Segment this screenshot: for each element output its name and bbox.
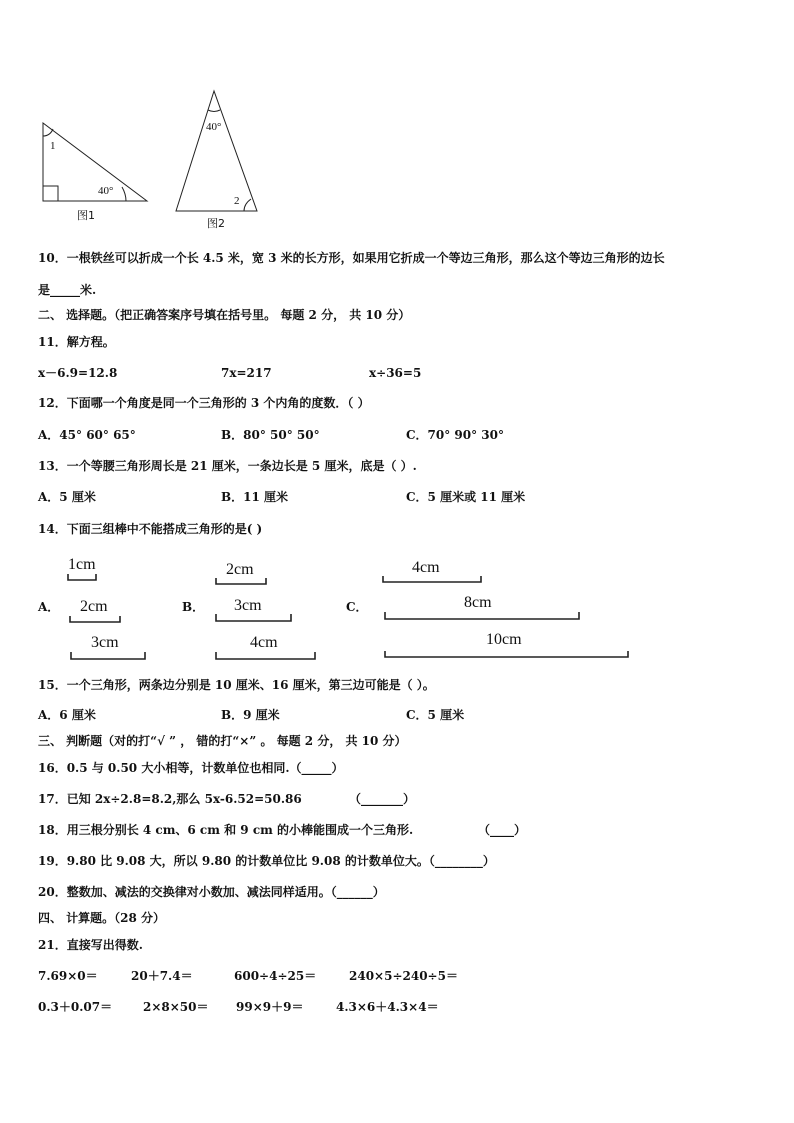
question-19: 19．9.80 比 9.08 大，所以 9.80 的计数单位比 9.08 的计数单位大。（________） bbox=[38, 854, 495, 868]
question-10-line-1: 10．一根铁丝可以折成一个长 4.5 米，宽 3 米的长方形，如果用它折成一个等边三角形，那么这个等边三角形的边长 bbox=[38, 251, 665, 265]
angle-40-arc-fig2 bbox=[208, 110, 220, 112]
calc-item: 99×9＋9＝ bbox=[236, 1000, 304, 1014]
question-14-stem: 14．下面三组棒中不能搭成三角形的是( ) bbox=[38, 522, 263, 536]
figure-2-isosceles-triangle bbox=[176, 91, 257, 211]
stick-a-2cm-label: 2cm bbox=[80, 598, 108, 615]
figure-1-caption: 图1 bbox=[77, 209, 95, 222]
figure-2-angle-2-label: 2 bbox=[234, 195, 240, 207]
stick-b-2cm-label: 2cm bbox=[226, 561, 254, 578]
question-15-option-c: C．5 厘米 bbox=[406, 708, 465, 722]
stick-c-10cm-label: 10cm bbox=[486, 631, 522, 648]
section-3-heading: 三、 判断题（对的打“√ ” ， 错的打“×” 。 每题 2 分， 共 10 分） bbox=[38, 734, 407, 748]
calc-item: 7.69×0＝ bbox=[38, 969, 98, 983]
stick-b-4cm-label: 4cm bbox=[250, 634, 278, 651]
question-14-option-b: B． bbox=[182, 600, 205, 614]
question-10-line-2: 是_____米. bbox=[38, 283, 97, 297]
stick-b-4cm bbox=[216, 652, 315, 659]
figure-1-angle-1-label: 1 bbox=[50, 140, 56, 152]
question-11-equation-2: 7x=217 bbox=[221, 366, 272, 380]
question-14-option-c: C． bbox=[346, 600, 368, 614]
question-17: 17．已知 2x÷2.8=8.2,那么 5x-6.52=50.86 bbox=[38, 792, 302, 806]
question-18: 18．用三根分别长 4 cm、6 cm 和 9 cm 的小棒能围成一个三角形. bbox=[38, 823, 414, 837]
question-12-option-b: B．80° 50° 50° bbox=[221, 428, 320, 442]
stick-a-3cm bbox=[71, 652, 145, 659]
calc-item: 0.3＋0.07＝ bbox=[38, 1000, 113, 1014]
calc-item: 20＋7.4＝ bbox=[131, 969, 193, 983]
stick-a-1cm bbox=[68, 574, 96, 580]
stick-c-10cm bbox=[385, 651, 628, 657]
question-13-option-a: A．5 厘米 bbox=[38, 490, 96, 504]
calc-item: 2×8×50＝ bbox=[143, 1000, 209, 1014]
question-20: 20．整数加、减法的交换律对小数加、减法同样适用。（______） bbox=[38, 885, 385, 899]
section-2-heading: 二、 选择题。（把正确答案序号填在括号里。 每题 2 分， 共 10 分） bbox=[38, 308, 411, 322]
question-13-option-b: B．11 厘米 bbox=[221, 490, 289, 504]
figure-1-right-triangle bbox=[43, 123, 147, 201]
question-21-stem: 21．直接写出得数. bbox=[38, 938, 143, 952]
question-17-answer-blank: （_______） bbox=[349, 792, 416, 806]
stick-a-3cm-label: 3cm bbox=[91, 634, 119, 651]
angle-2-arc bbox=[244, 199, 251, 211]
figure-1-angle-40-label: 40° bbox=[98, 185, 114, 197]
question-16: 16．0.5 与 0.50 大小相等，计数单位也相同.（_____） bbox=[38, 761, 344, 775]
calc-item: 4.3×6＋4.3×4＝ bbox=[336, 1000, 439, 1014]
question-15-stem: 15．一个三角形，两条边分别是 10 厘米、16 厘米，第三边可能是（ ）。 bbox=[38, 678, 435, 692]
stick-b-3cm-label: 3cm bbox=[234, 597, 262, 614]
question-14-option-a: A． bbox=[38, 600, 60, 614]
figure-2-caption: 图2 bbox=[207, 217, 225, 230]
question-12-stem: 12．下面哪一个角度是同一个三角形的 3 个内角的度数．（ ） bbox=[38, 396, 370, 410]
stick-c-8cm-label: 8cm bbox=[464, 594, 492, 611]
question-13-option-c: C．5 厘米或 11 厘米 bbox=[406, 490, 526, 504]
stick-c-4cm-label: 4cm bbox=[412, 559, 440, 576]
question-11-stem: 11．解方程。 bbox=[38, 335, 115, 349]
question-11-equation-3: x÷36=5 bbox=[369, 366, 422, 380]
calc-item: 600÷4÷25＝ bbox=[234, 969, 317, 983]
right-angle-mark bbox=[43, 186, 58, 201]
question-15-option-a: A．6 厘米 bbox=[38, 708, 96, 722]
calc-item: 240×5÷240÷5＝ bbox=[349, 969, 458, 983]
stick-b-3cm bbox=[216, 614, 291, 621]
section-4-heading: 四、 计算题。（28 分） bbox=[38, 911, 166, 925]
question-18-answer-blank: （____） bbox=[478, 823, 527, 837]
question-11-equation-1: x－6.9=12.8 bbox=[38, 366, 118, 380]
angle-1-arc bbox=[43, 129, 53, 136]
angle-40-arc-fig1 bbox=[122, 187, 126, 201]
question-12-option-a: A．45° 60° 65° bbox=[38, 428, 136, 442]
stick-c-8cm bbox=[385, 612, 579, 619]
question-12-option-c: C．70° 90° 30° bbox=[406, 428, 505, 442]
stick-a-2cm bbox=[70, 616, 120, 622]
stick-a-1cm-label: 1cm bbox=[68, 556, 96, 573]
question-15-option-b: B．9 厘米 bbox=[221, 708, 280, 722]
figure-2-angle-40-label: 40° bbox=[206, 121, 222, 133]
question-13-stem: 13．一个等腰三角形周长是 21 厘米，一条边长是 5 厘米，底是（ ）. bbox=[38, 459, 417, 473]
